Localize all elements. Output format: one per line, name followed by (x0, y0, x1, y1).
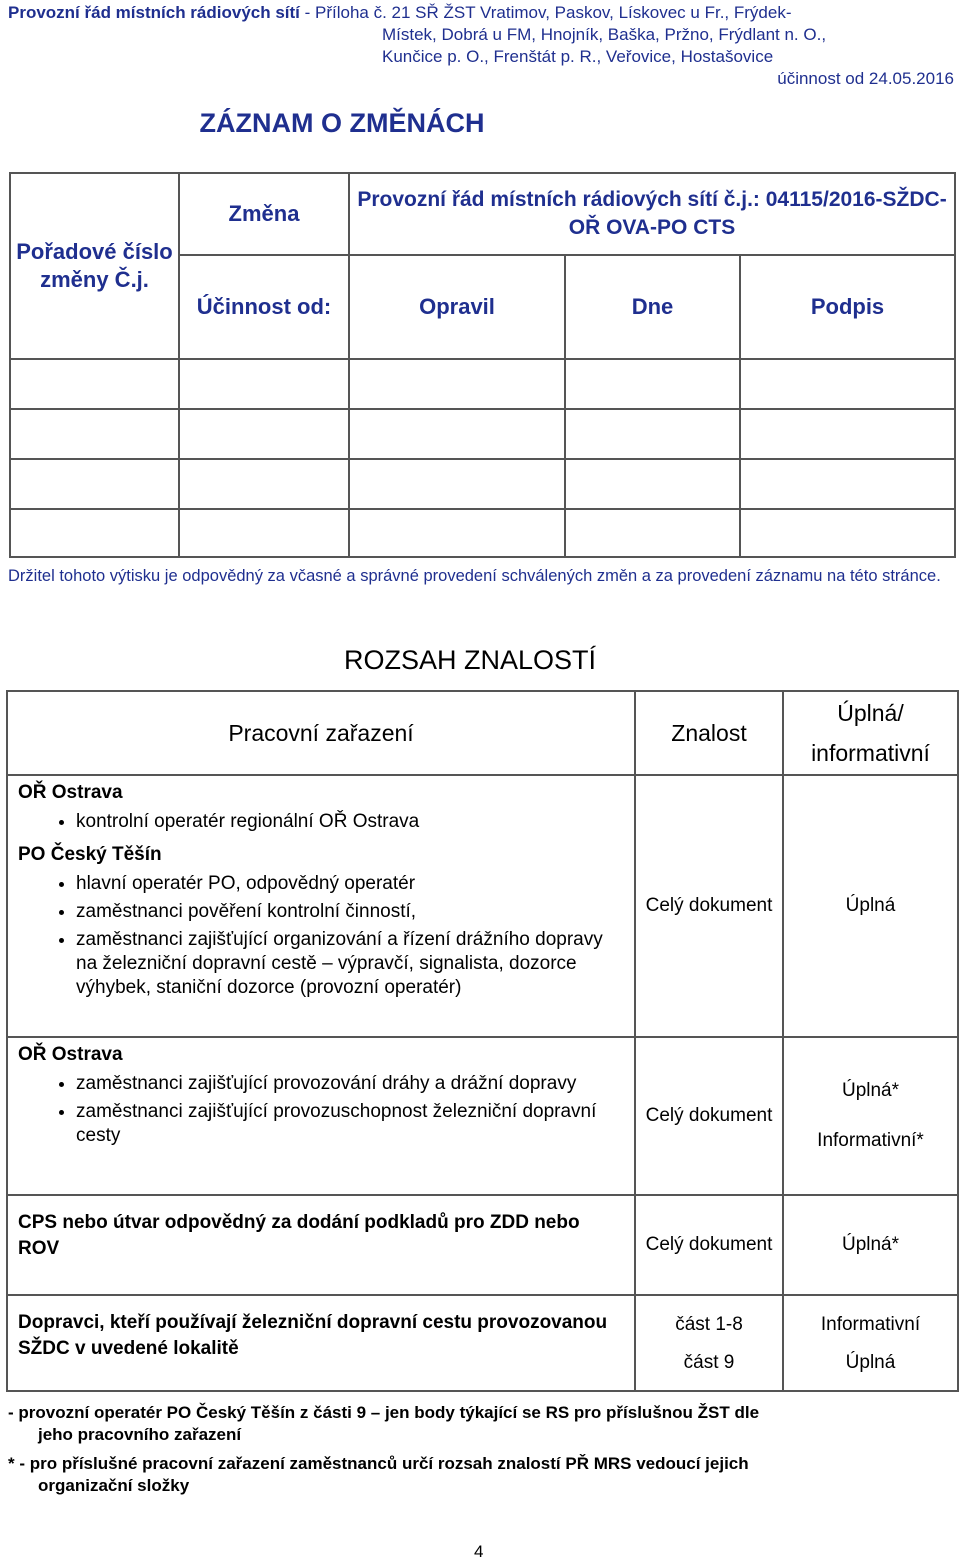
col-date-header: Dne (565, 255, 740, 359)
col-corrected-header: Opravil (349, 255, 565, 359)
h-full: Úplná/ informativní (783, 691, 958, 775)
list-item: • zaměstnanci pověření kontrolní činností, (76, 900, 624, 924)
list-item: • hlavní operatér PO, odpovědný operatér (76, 872, 624, 896)
row-text: Dopravci, kteří používají železniční dopravní cestu provozovanou SŽDC v uvedené lokalitě (7, 1295, 635, 1391)
full-cell: Úplná (783, 775, 958, 1037)
knowledge-cell: část 1-8 část 9 (635, 1295, 783, 1391)
list-item: • zaměstnanci zajišťující organizování a řízení drážního dopravy na železniční dopravní cestě – výpravčí, signalista, dozorce výhybek, staniční dozorce (provozní operatér) (76, 928, 624, 1000)
changes-table (9, 172, 956, 558)
holder-note: Držitel tohoto výtisku je odpovědný za včasné a správné provedení schválených změn a za provedení záznamu na této stránce. (8, 567, 941, 585)
knowledge-cell: Celý dokument (635, 1195, 783, 1295)
header-line-2: Místek, Dobrá u FM, Hnojník, Baška, Pržno, Frýdlant n. O., (382, 25, 827, 44)
page-header (8, 2, 954, 90)
table-row (7, 1295, 958, 1391)
changes-title: ZÁZNAM O ZMĚNÁCH (199, 108, 485, 138)
footnote-2: * - pro příslušné pracovní zařazení zaměstnanců určí rozsah znalostí PŘ MRS vedoucí jejich organizační složky (8, 1454, 749, 1495)
h-knowledge: Znalost (635, 691, 783, 775)
table-row (7, 775, 958, 1037)
row-text: CPS nebo útvar odpovědný za dodání podkladů pro ZDD nebo ROV (7, 1195, 635, 1295)
page-number: 4 (474, 1542, 484, 1561)
col-change-header: Změna (179, 173, 349, 255)
table-row (7, 1037, 958, 1195)
col-signature-header: Podpis (740, 255, 955, 359)
table-row (10, 459, 955, 509)
full-cell: Úplná* Informativní* (783, 1037, 958, 1195)
knowledge-cell: Celý dokument (635, 1037, 783, 1195)
full-cell: Informativní Úplná (783, 1295, 958, 1391)
list-item: • zaměstnanci zajišťující provozování dráhy a drážní dopravy (76, 1072, 624, 1096)
header-doc-title: Provozní řád místních rádiových sítí (8, 3, 300, 22)
table-row (10, 509, 955, 557)
knowledge-cell: Celý dokument (635, 775, 783, 1037)
list-item: • zaměstnanci zajišťující provozuschopnost železniční dopravní cesty (76, 1100, 624, 1148)
group-label: PO Český Těšín (18, 844, 162, 865)
header-line-1-rest: - Příloha č. 21 SŘ ŽST Vratimov, Paskov, Lískovec u Fr., Frýdek- (299, 3, 792, 22)
header-effective-date: účinnost od 24.05.2016 (777, 69, 954, 88)
group-label: OŘ Ostrava (18, 782, 123, 803)
header-line-1 (8, 2, 954, 24)
list-item: • kontrolní operatér regionální OŘ Ostrava (76, 810, 624, 834)
table-row (10, 409, 955, 459)
group-label: OŘ Ostrava (18, 1044, 123, 1065)
table-row (7, 1195, 958, 1295)
header-line-3: Kunčice p. O., Frenštát p. R., Veřovice, Hostašovice (382, 47, 774, 66)
col-doc-header: Provozní řád místních rádiových sítí č.j.: 04115/2016-SŽDC-OŘ OVA-PO CTS (349, 173, 955, 255)
table-row (10, 359, 955, 409)
scope-title: ROZSAH ZNALOSTÍ (344, 645, 597, 675)
full-cell: Úplná* (783, 1195, 958, 1295)
scope-table (6, 690, 959, 1392)
footnote-1: - provozní operatér PO Český Těšín z části 9 – jen body týkající se RS pro příslušnou ŽST dle jeho pracovního zařazení (8, 1403, 760, 1444)
col-effective-header: Účinnost od: (179, 255, 349, 359)
col-order-header: Pořadové číslo změny Č.j. (10, 173, 179, 359)
h-position: Pracovní zařazení (7, 691, 635, 775)
